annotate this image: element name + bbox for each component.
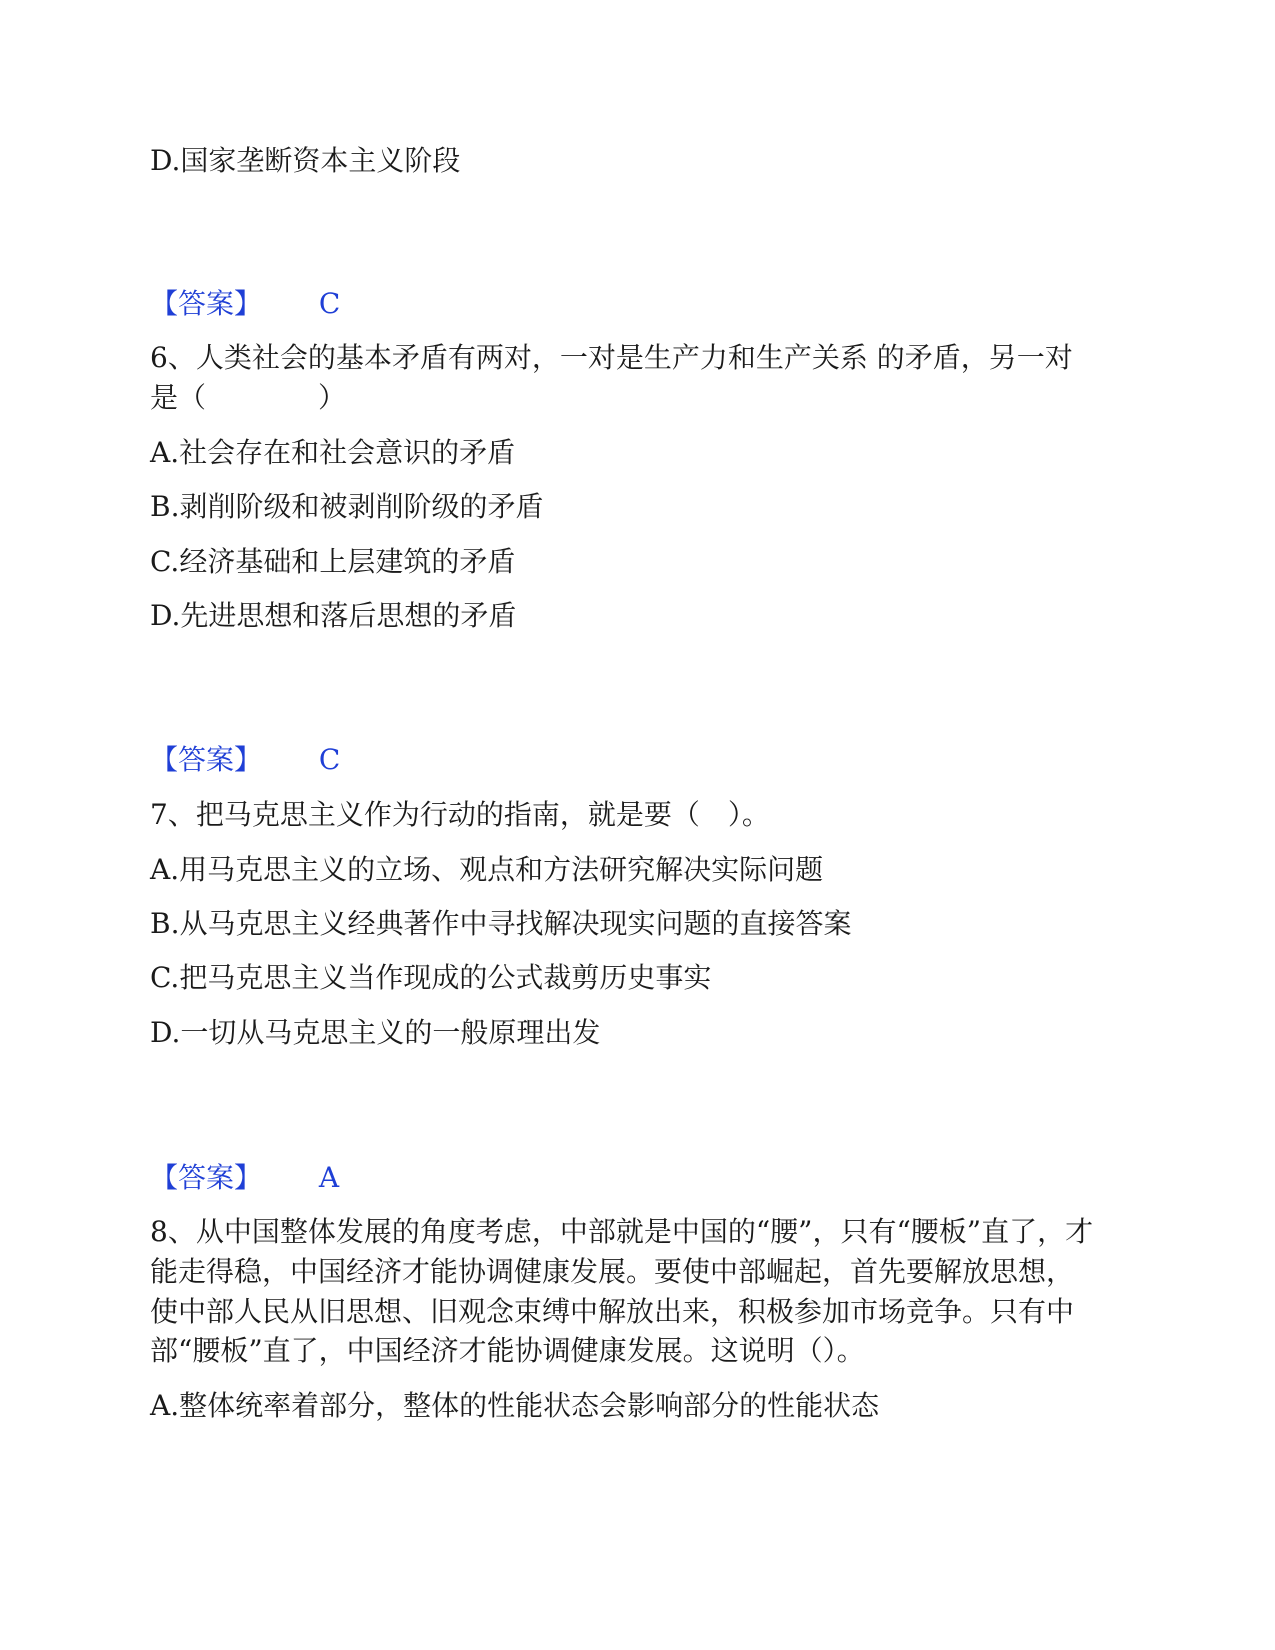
q7-option-b: B.从马克思主义经典著作中寻找解决现实问题的直接答案	[150, 907, 852, 940]
q7-stem: 7、把马克思主义作为行动的指南，就是要（ ）。	[150, 798, 770, 831]
q5-answer	[150, 284, 340, 324]
q6-stem-line1: 6、人类社会的基本矛盾有两对，一对是生产力和生产关系 的矛盾，另一对	[150, 341, 1073, 374]
q6-option-b: B.剥削阶级和被剥削阶级的矛盾	[150, 490, 544, 523]
answer-label: 【答案】	[150, 287, 263, 320]
q8-stem-line1: 8、从中国整体发展的角度考虑，中部就是中国的“腰”，只有“腰板”直了，才	[150, 1215, 1094, 1248]
q6-option-c: C.经济基础和上层建筑的矛盾	[150, 545, 516, 578]
q8-stem-line2: 能走得稳，中国经济才能协调健康发展。要使中部崛起，首先要解放思想，	[150, 1255, 1075, 1288]
q5-option-d: D.国家垄断资本主义阶段	[150, 144, 461, 177]
answer-label: 【答案】	[150, 1161, 263, 1194]
q7-option-a: A.用马克思主义的立场、观点和方法研究解决实际问题	[150, 853, 824, 886]
q8-stem-line4: 部“腰板”直了，中国经济才能协调健康发展。这说明（）。	[150, 1334, 865, 1367]
q8-stem-line3: 使中部人民从旧思想、旧观念束缚中解放出来，积极参加市场竞争。只有中	[150, 1295, 1075, 1328]
q6-stem-line2: 是（ ）	[150, 381, 347, 414]
answer-value: C	[318, 287, 341, 320]
answer-value: A	[318, 1161, 340, 1194]
q7-option-d: D.一切从马克思主义的一般原理出发	[150, 1016, 601, 1049]
q6-option-a: A.社会存在和社会意识的矛盾	[150, 436, 516, 469]
answer-value: C	[318, 743, 341, 776]
q7-answer	[150, 1158, 339, 1198]
q7-option-c: C.把马克思主义当作现成的公式裁剪历史事实	[150, 961, 712, 994]
q6-option-d: D.先进思想和落后思想的矛盾	[150, 599, 517, 632]
answer-label: 【答案】	[150, 743, 263, 776]
q8-option-a: A.整体统率着部分，整体的性能状态会影响部分的性能状态	[150, 1389, 880, 1422]
q6-answer	[150, 740, 340, 780]
